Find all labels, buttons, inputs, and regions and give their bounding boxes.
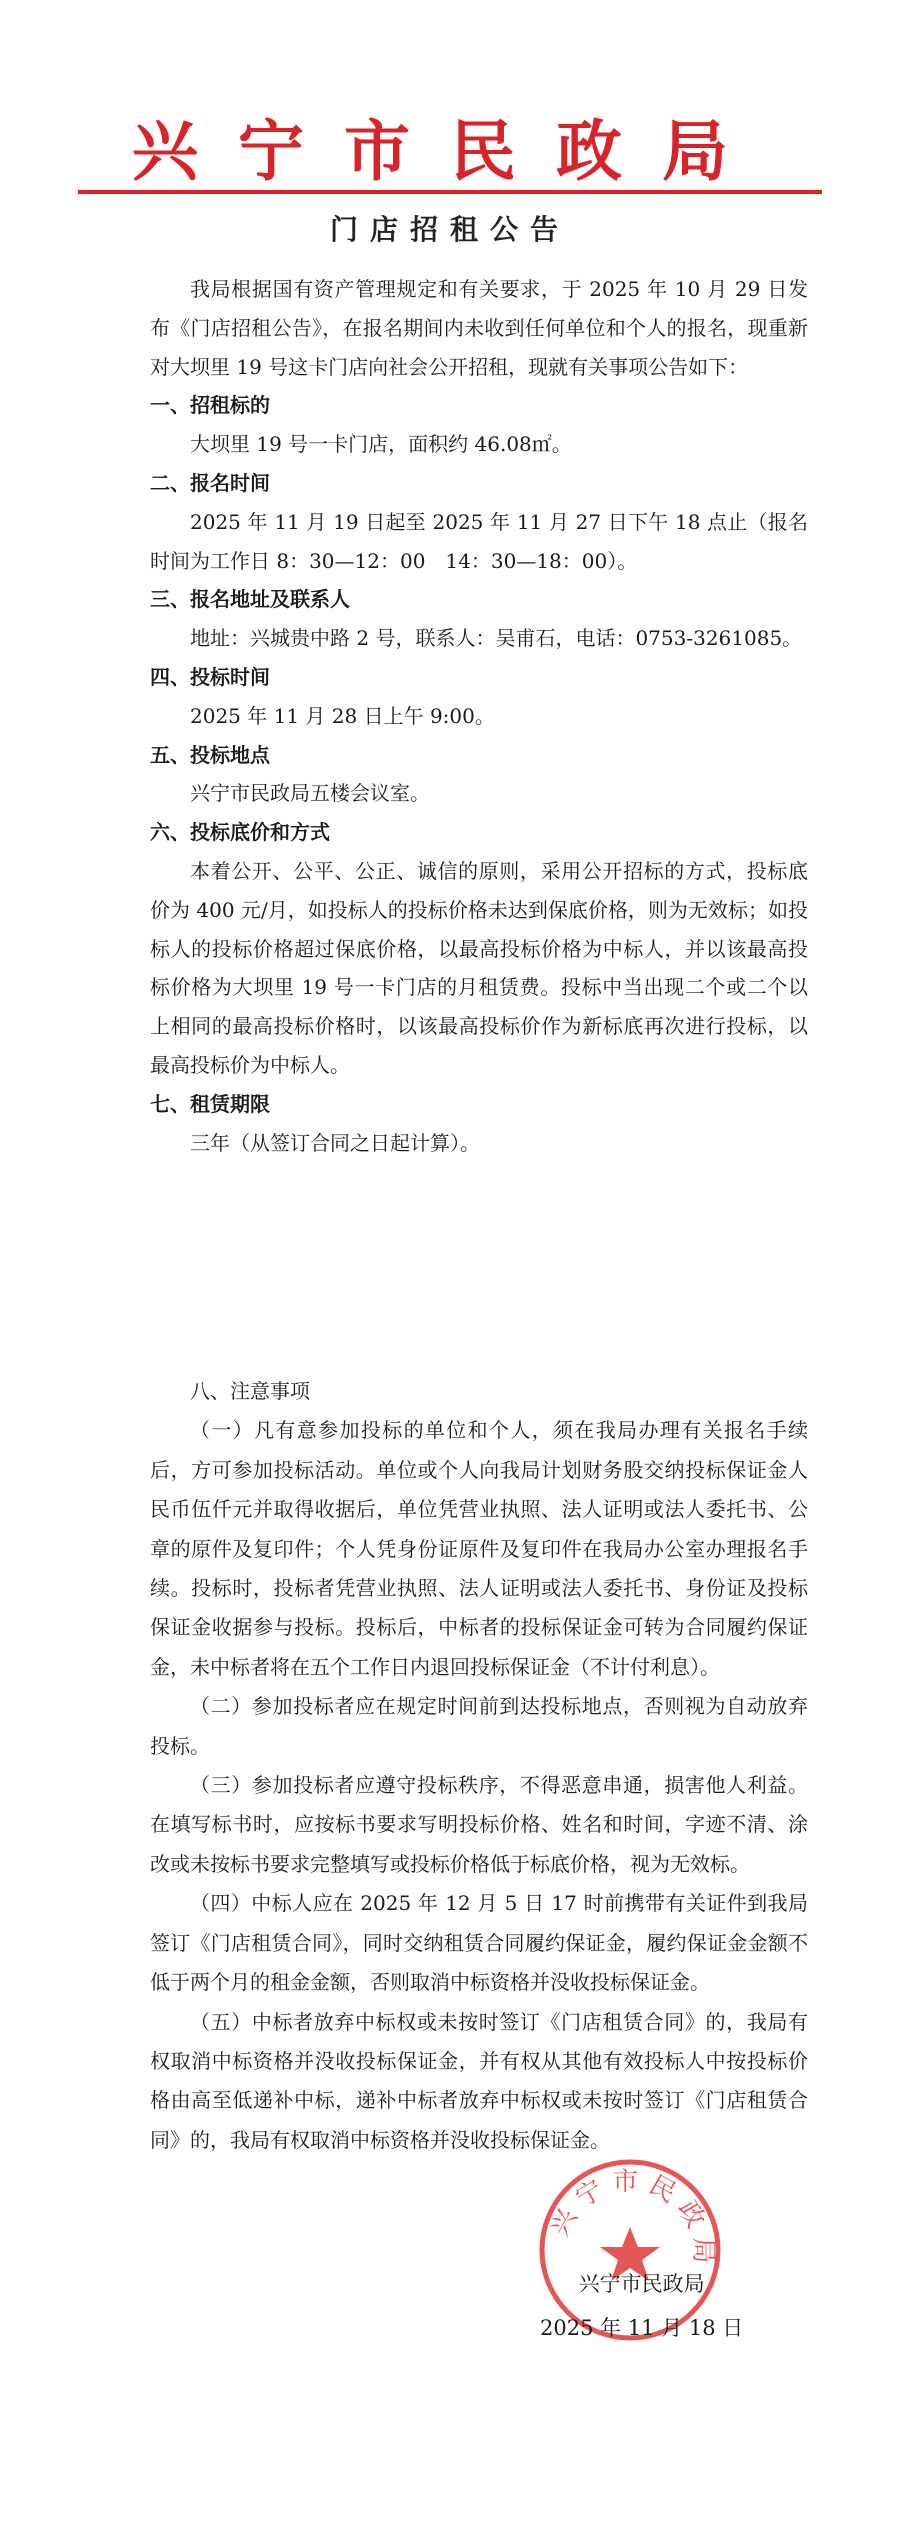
notes-heading: 八、注意事项 xyxy=(190,1379,310,1403)
section-heading: 四、投标时间 xyxy=(150,664,270,689)
page-title: 门店招租公告 xyxy=(329,213,570,246)
notes-item: （一）凡有意参加投标的单位和个人，须在我局办理有关报名手续后，方可参加投标活动。单位或个人向我局计划财务股交纳投标保证金人民币伍仟元并取得收据后，单位凭营业执照、法人证明或法人委托书、公章的原件及复印件；个人凭身份证原件及复印件在我局办公室办理报名手续。投标时，投标者凭营业执照、法人证明或法人委托书、身份证及投标保证金收据参与投标。投标后，中标者的投标保证金可转为合同履约保证金，未中标者将在五个工作日内退回投标保证金（不计付利息）。 xyxy=(150,1418,808,1679)
section-heading: 二、报名时间 xyxy=(150,470,270,495)
intro-paragraph: 我局根据国有资产管理规定和有关要求，于 2025 年 10 月 29 日发布《门店招租公告》，在报名期间内未收到任何单位和个人的报名，现重新对大坝里 19 号这卡门店向社会公开招租，现就有关事项公告如下： xyxy=(150,277,808,379)
notes-body xyxy=(150,1372,808,2160)
notes-item: （五）中标者放弃中标权或未按时签订《门店租赁合同》的，我局有权取消中标资格并没收投标保证金，并有权从其他有效投标人中按投标价格由高至低递补中标，递补中标者放弃中标权或未按时签订《门店租赁合同》的，我局有权取消中标资格并没收投标保证金。 xyxy=(150,2009,808,2152)
notice-body xyxy=(150,270,808,1162)
section-text: 三年（从签订合同之日起计算）。 xyxy=(190,1130,480,1155)
section-text: 2025 年 11 月 28 日上午 9:00。 xyxy=(190,703,495,728)
signature-date: 2025 年 11 月 18 日 xyxy=(540,2316,744,2340)
section-heading: 五、投标地点 xyxy=(150,742,270,767)
masthead: 兴宁市民政局 xyxy=(132,113,768,190)
section-heading: 一、招租标的 xyxy=(150,393,270,418)
section-text: 本着公开、公平、公正、诚信的原则，采用公开招标的方式，投标底价为 400 元/月，如投标人的投标价格未达到保底价格，则为无效标；如投标人的投标价格超过保底价格，以最高投标价格为中标人，并以该最高投标价格为大坝里 19 号一卡门店的月租赁费。投标中当出现二个或二个以上相同的最高投标价格时，以该最高投标价作为新标底再次进行投标，以最高投标价为中标人。 xyxy=(150,858,808,1077)
seal-text: 兴宁市民政局 xyxy=(544,2166,719,2272)
notes-item: （二）参加投标者应在规定时间前到达投标地点，否则视为自动放弃投标。 xyxy=(150,1694,808,1758)
section-text: 兴宁市民政局五楼会议室。 xyxy=(190,781,430,806)
section-heading: 七、租赁期限 xyxy=(150,1091,270,1116)
red-divider xyxy=(78,190,822,194)
section-heading: 六、投标底价和方式 xyxy=(150,820,330,845)
signature-org: 兴宁市民政局 xyxy=(578,2272,705,2296)
section-heading: 三、报名地址及联系人 xyxy=(150,587,350,612)
notes-item: （四）中标人应在 2025 年 12 月 5 日 17 时前携带有关证件到我局签订《门店租赁合同》，同时交纳租赁合同履约保证金，履约保证金金额不低于两个月的租金金额，否则取消中标资格并没收投标保证金。 xyxy=(150,1891,808,1995)
notes-item: （三）参加投标者应遵守投标秩序，不得恶意串通，损害他人利益。在填写标书时，应按标书要求写明投标价格、姓名和时间，字迹不清、涂改或未按标书要求完整填写或投标价格低于标底价格，视为无效标。 xyxy=(150,1773,808,1876)
section-text: 2025 年 11 月 19 日起至 2025 年 11 月 27 日下午 18 点止（报名时间为工作日 8：30—12：00 14：30—18：00）。 xyxy=(150,509,808,573)
section-text: 地址：兴城贵中路 2 号，联系人：吴甫石，电话：0753-3261085。 xyxy=(190,626,803,651)
signature-block xyxy=(540,2262,743,2350)
section-text: 大坝里 19 号一卡门店，面积约 46.08㎡。 xyxy=(190,432,572,457)
